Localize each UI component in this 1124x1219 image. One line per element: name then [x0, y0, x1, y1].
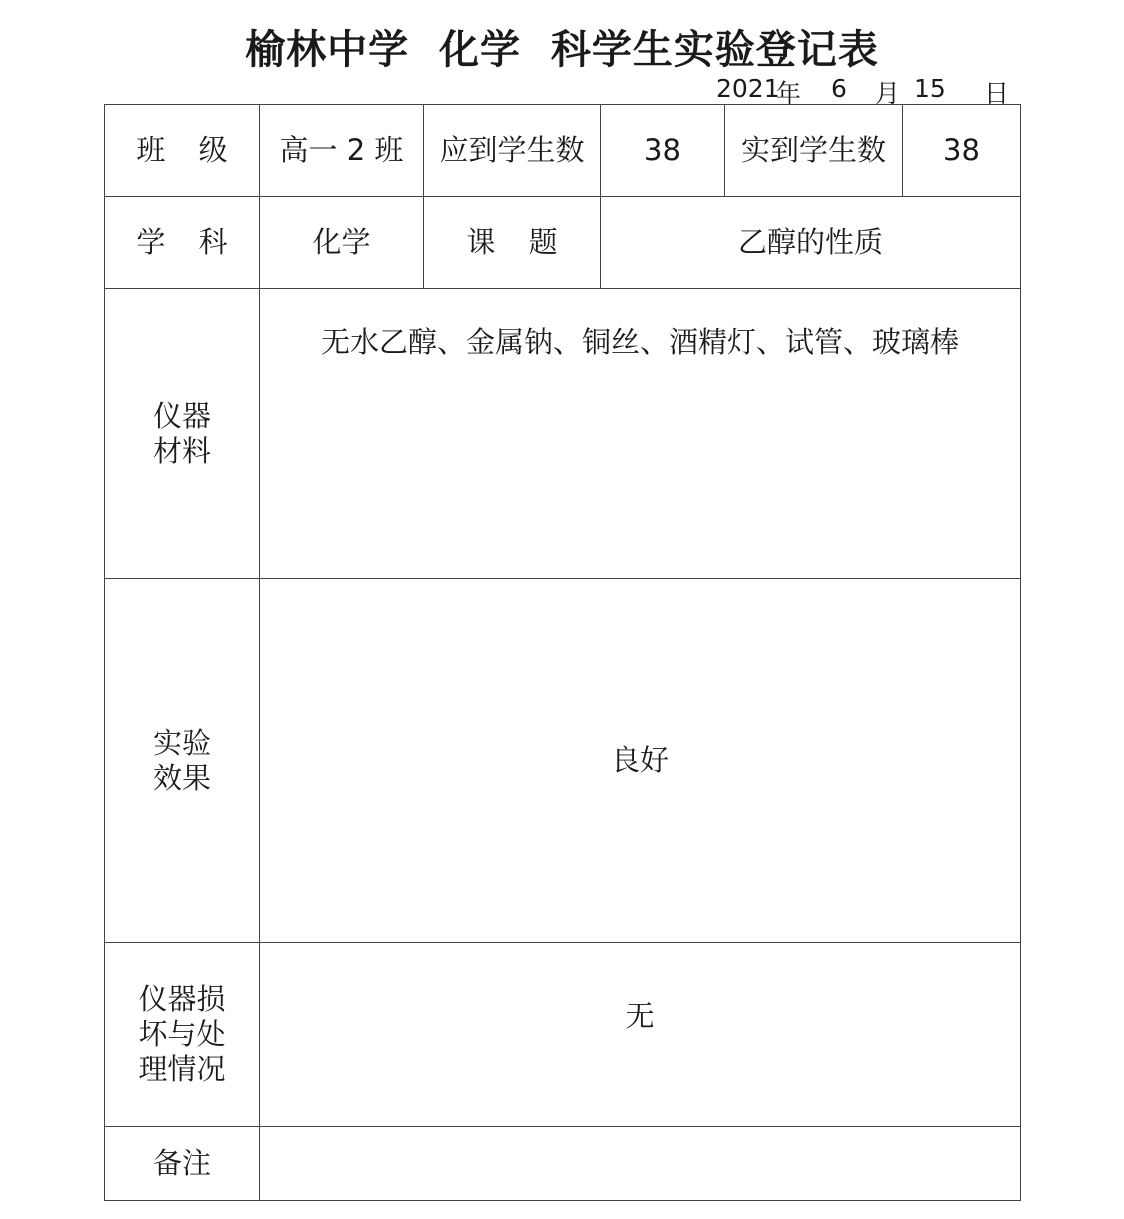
date-line: [0, 74, 1124, 108]
expected-students-value: 38: [601, 105, 725, 197]
date-year-unit: 年: [776, 79, 802, 108]
damage-label-line2: 坏与处: [138, 1017, 226, 1052]
form-title: 榆林中学 化学 科学生实验登记表: [245, 27, 879, 73]
class-value: 高一 2 班: [260, 105, 424, 197]
actual-students-label: 实到学生数: [725, 105, 903, 197]
subject-value: 化学: [260, 197, 424, 289]
effect-label: [105, 579, 260, 943]
table-row-materials: [105, 289, 1021, 579]
table-row-class: [105, 105, 1021, 197]
date-year: 2021: [716, 74, 780, 103]
date-month-unit: 月: [875, 79, 901, 108]
date-day: 15: [914, 74, 946, 103]
materials-label-line2: 材料: [152, 433, 211, 468]
actual-students-value: 38: [903, 105, 1021, 197]
effect-label-line2: 效果: [152, 760, 211, 795]
class-label: 班 级: [105, 105, 260, 197]
table-row-effect: [105, 579, 1021, 943]
materials-label-line1: 仪器: [152, 398, 211, 433]
remarks-label: 备注: [105, 1127, 260, 1201]
materials-value: 无水乙醇、金属钠、铜丝、酒精灯、试管、玻璃棒: [260, 289, 1021, 579]
effect-value: 良好: [260, 579, 1021, 943]
remarks-value: [260, 1127, 1021, 1201]
damage-label-line3: 理情况: [138, 1051, 226, 1086]
expected-students-label: 应到学生数: [424, 105, 601, 197]
table-row-damage: [105, 943, 1021, 1127]
topic-value: 乙醇的性质: [601, 197, 1021, 289]
date-day-unit: 日: [984, 79, 1010, 108]
damage-label-line1: 仪器损: [138, 982, 226, 1017]
materials-label: [105, 289, 260, 579]
table-row-remarks: [105, 1127, 1021, 1201]
date-month: 6: [831, 74, 847, 103]
damage-value: 无: [260, 943, 1021, 1127]
subject-label: 学 科: [105, 197, 260, 289]
table-row-subject: [105, 197, 1021, 289]
registration-table: [104, 104, 1021, 1201]
topic-label: 课 题: [424, 197, 601, 289]
effect-label-line1: 实验: [152, 725, 211, 760]
damage-label: [105, 943, 260, 1127]
